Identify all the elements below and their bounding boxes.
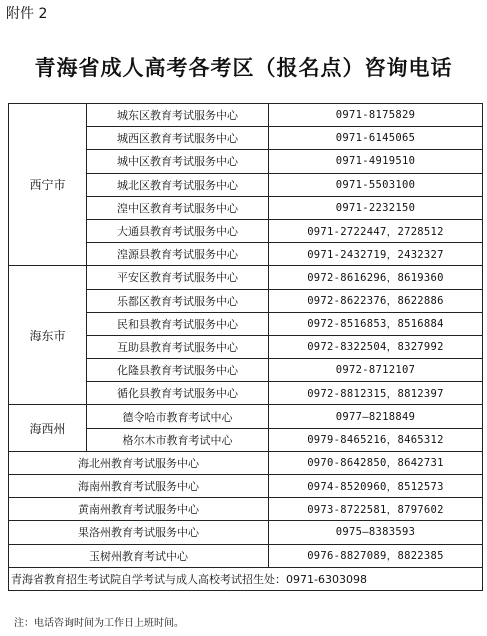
table-row <box>9 498 483 521</box>
phone-cell: 0972-8322504，8327992 <box>269 335 483 358</box>
office-cell: 格尔木市教育考试中心 <box>87 428 269 451</box>
phone-cell: 0972-8812315，8812397 <box>269 382 483 405</box>
office-cell: 互助县教育考试服务中心 <box>87 335 269 358</box>
office-cell: 大通县教育考试服务中心 <box>87 219 269 242</box>
phone-cell: 0972-8712107 <box>269 359 483 382</box>
table-row <box>9 521 483 544</box>
page-title: 青海省成人高考各考区（报名点）咨询电话 <box>34 56 453 80</box>
phone-cell: 0977—8218849 <box>269 405 483 428</box>
phone-cell: 0971-4919510 <box>269 150 483 173</box>
phone-cell: 0971-2432719，2432327 <box>269 243 483 266</box>
office-cell: 黄南州教育考试服务中心 <box>9 498 269 521</box>
phone-cell: 0971-6145065 <box>269 127 483 150</box>
phone-cell: 0974-8520960，8512573 <box>269 475 483 498</box>
phone-cell: 0971-2722447，2728512 <box>269 219 483 242</box>
office-cell: 城东区教育考试服务中心 <box>87 104 269 127</box>
office-cell: 湟源县教育考试服务中心 <box>87 243 269 266</box>
phone-cell: 0972-8616296，8619360 <box>269 266 483 289</box>
table-row <box>9 475 483 498</box>
phone-cell: 0971-2232150 <box>269 196 483 219</box>
table-row <box>9 451 483 474</box>
office-cell: 德令哈市教育考试中心 <box>87 405 269 428</box>
table-row <box>9 405 483 428</box>
phone-cell: 0979-8465216，8465312 <box>269 428 483 451</box>
office-cell: 海南州教育考试服务中心 <box>9 475 269 498</box>
phone-cell: 0971-8175829 <box>269 104 483 127</box>
phone-cell: 0971-5503100 <box>269 173 483 196</box>
contacts-table <box>8 103 483 591</box>
footnote: 注：电话咨询时间为工作日上班时间。 <box>14 618 184 629</box>
office-cell: 化隆县教育考试服务中心 <box>87 359 269 382</box>
attachment-label: 附件 2 <box>6 6 48 22</box>
table-row <box>9 567 483 590</box>
office-cell: 海北州教育考试服务中心 <box>9 451 269 474</box>
office-cell: 湟中区教育考试服务中心 <box>87 196 269 219</box>
phone-cell: 0972-8622376，8622886 <box>269 289 483 312</box>
table-row <box>9 266 483 289</box>
region-cell: 海东市 <box>9 266 87 405</box>
office-cell: 城西区教育考试服务中心 <box>87 127 269 150</box>
office-cell: 城中区教育考试服务中心 <box>87 150 269 173</box>
phone-cell: 0975—8383593 <box>269 521 483 544</box>
contacts-table-body <box>9 104 483 591</box>
phone-cell: 0972-8516853，8516884 <box>269 312 483 335</box>
office-cell: 循化县教育考试服务中心 <box>87 382 269 405</box>
phone-cell: 0973-8722581，8797602 <box>269 498 483 521</box>
office-cell: 乐都区教育考试服务中心 <box>87 289 269 312</box>
office-cell: 平安区教育考试服务中心 <box>87 266 269 289</box>
office-cell: 玉树州教育考试中心 <box>9 544 269 567</box>
table-row <box>9 104 483 127</box>
phone-cell: 0976-8827089，8822385 <box>269 544 483 567</box>
office-cell: 城北区教育考试服务中心 <box>87 173 269 196</box>
office-cell: 民和县教育考试服务中心 <box>87 312 269 335</box>
region-cell: 海西州 <box>9 405 87 451</box>
provincial-office-row: 青海省教育招生考试院自学考试与成人高校考试招生处：0971-6303098 <box>9 567 483 590</box>
office-cell: 果洛州教育考试服务中心 <box>9 521 269 544</box>
table-row <box>9 544 483 567</box>
region-cell: 西宁市 <box>9 104 87 266</box>
phone-cell: 0970-8642850，8642731 <box>269 451 483 474</box>
